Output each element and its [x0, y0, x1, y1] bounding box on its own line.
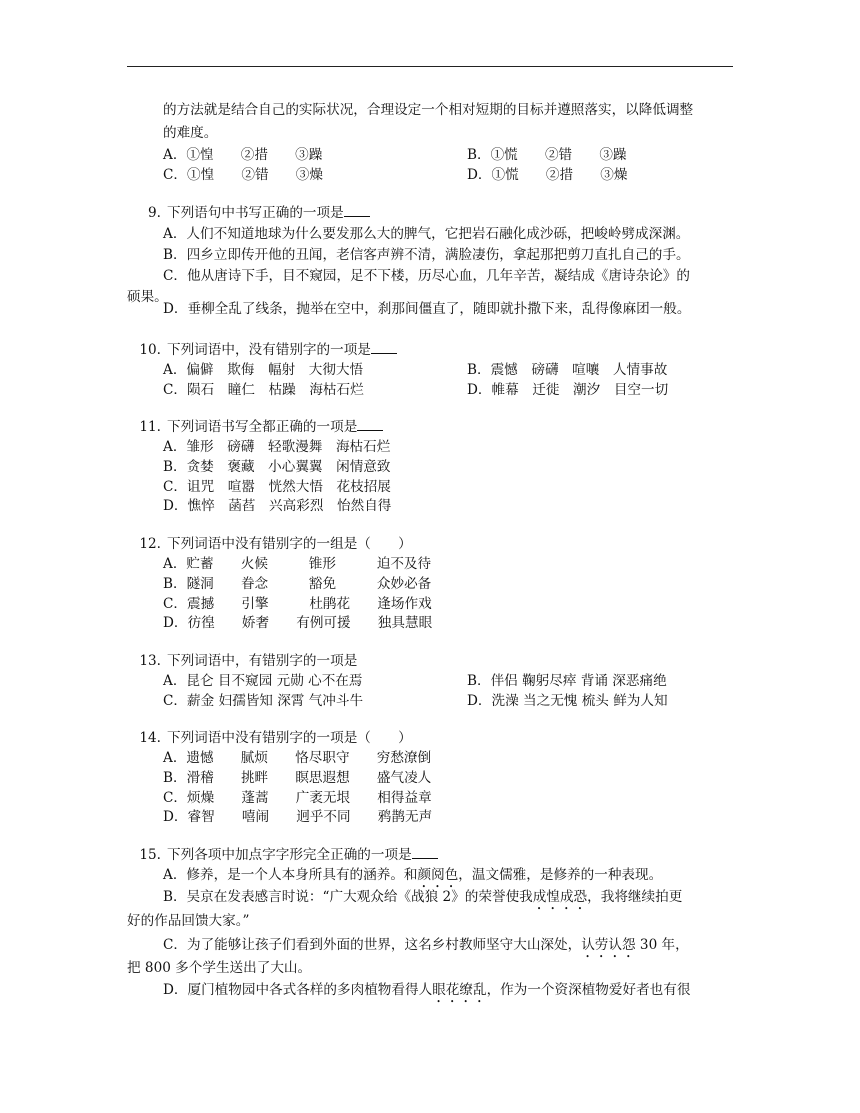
q13-option-b: B．伴侣 鞠躬尽瘁 背诵 深恶痛绝 [467, 673, 667, 689]
q11-option-a: A．雏形 磅礴 轻歌漫舞 海枯石烂 [163, 439, 391, 455]
answer-blank [344, 204, 370, 217]
q10-option-a: A．偏僻 欺侮 幅射 大彻大悟 [163, 362, 364, 378]
answer-blank [357, 418, 383, 431]
q14-option-d: D．睿智 嘻闹 迥乎不同 鸦鹊无声 [163, 809, 433, 825]
answer-blank [412, 846, 438, 859]
q9-option-b: B．四乡立即传开他的丑闻，老信客声辨不清，满脸凄伤，拿起那把剪刀直扎自己的手。 [163, 247, 690, 263]
q15-option-d: D．厦门植物园中各式各样的多肉植物看得人眼花缭乱，作为一个资深植物爱好者也有很 [163, 982, 691, 998]
dotted-term: 眼花缭乱 [432, 982, 487, 998]
answer-blank [371, 341, 397, 354]
q13-option-c: C．薪金 妇孺皆知 深霄 气冲斗牛 [163, 693, 364, 709]
q9-option-d: D．垂柳全乱了线条，抛举在空中，刹那间僵直了，随即就扑撒下来，乱得像麻团一般。 [163, 301, 691, 317]
q15-stem: 15. 下列各项中加点字字形完全正确的一项是 [135, 846, 735, 865]
q9-option-c-cont: 硕果。 [127, 289, 168, 305]
q8-option-d: D．①慌 ②措 ③燥 [467, 167, 628, 183]
q13-stem: 13. 下列词语中，有错别字的一项是 [139, 653, 358, 669]
q15-option-b: B．吴京在发表感言时说：“广大观众给《战狼 2》的荣誉使我成惶成恐，我将继续拍更 [163, 889, 683, 905]
q11-stem: 11. 下列词语书写全都正确的一项是 [135, 418, 735, 437]
q14-option-c: C．烦燥 蓬蒿 广袤无垠 相得益章 [163, 790, 432, 806]
q12-stem: 12. 下列词语中没有错别字的一组是（ ） [139, 536, 412, 552]
q10-stem: 10. 下列词语中，没有错别字的一项是 [135, 341, 735, 360]
q8-option-c: C．①惶 ②错 ③燥 [163, 167, 323, 183]
q11-option-c: C．诅咒 喧嚣 恍然大悟 花枝招展 [163, 479, 391, 495]
q9-option-a: A．人们不知道地球为什么要发那么大的脾气，它把岩石融化成沙砾，把峻岭劈成深渊。 [163, 226, 690, 242]
q12-option-b: B．隧洞 眷念 豁免 众妙必备 [163, 576, 432, 592]
dotted-term: 认劳认怨 [581, 937, 636, 953]
dotted-term: 成惶成恐 [532, 889, 588, 905]
q12-option-a: A．贮蓄 火候 锥形 迫不及待 [163, 556, 432, 572]
q14-stem: 14. 下列词语中没有错别字的一项是（ ） [139, 730, 412, 746]
q11-option-d: D．憔悴 菡萏 兴高彩烈 怡然自得 [163, 498, 392, 514]
q12-option-d: D．彷徨 娇奢 有例可援 独具慧眼 [163, 615, 433, 631]
q9-option-c: C．他从唐诗下手，目不窥园，足不下楼，历尽心血，几年辛苦，凝结成《唐诗杂论》的 [163, 268, 690, 284]
dotted-term: 颜阅色 [417, 867, 459, 883]
q12-option-c: C．震撼 引擎 杜鹃花 逢场作戏 [163, 596, 432, 612]
q8-option-a: A．①惶 ②措 ③躁 [163, 147, 323, 163]
intro-line-1: 的方法就是结合自己的实际状况，合理设定一个相对短期的目标并遵照落实，以降低调整 [163, 102, 694, 118]
q14-option-b: B．滑稽 挑畔 瞑思遐想 盛气凌人 [163, 770, 432, 786]
q15-option-c: C．为了能够让孩子们看到外面的世界，这名乡村教师坚守大山深处，认劳认怨 30 年， [163, 937, 689, 953]
q15-option-a: A．修养，是一个人本身所具有的涵养。和颜阅色，温文儒雅，是修养的一种表现。 [163, 867, 663, 883]
q10-option-d: D．帷幕 迁徙 潮汐 目空一切 [467, 382, 669, 398]
q8-option-b: B．①慌 ②错 ③躁 [467, 147, 627, 163]
q14-option-a: A．遗憾 腻烦 恪尽职守 穷愁潦倒 [163, 750, 432, 766]
q9-stem: 9. 下列语句中书写正确的一项是 [135, 204, 735, 223]
q15-option-c-cont: 把 800 多个学生送出了大山。 [127, 960, 312, 976]
q10-option-b: B．震憾 磅礴 喧嚷 人情事故 [467, 362, 668, 378]
q11-option-b: B．贪婪 褒藏 小心翼翼 闲情意致 [163, 459, 391, 475]
q15-option-b-cont: 好的作品回馈大家。” [127, 913, 250, 929]
q13-option-a: A．昆仑 目不窥园 元勋 心不在焉 [163, 673, 363, 689]
q13-option-d: D．洗澡 当之无愧 梳头 鲜为人知 [467, 693, 668, 709]
intro-line-2: 的难度。 [163, 125, 218, 141]
header-rule [127, 66, 733, 67]
q10-option-c: C．陨石 瞳仁 枯躁 海枯石烂 [163, 382, 364, 398]
